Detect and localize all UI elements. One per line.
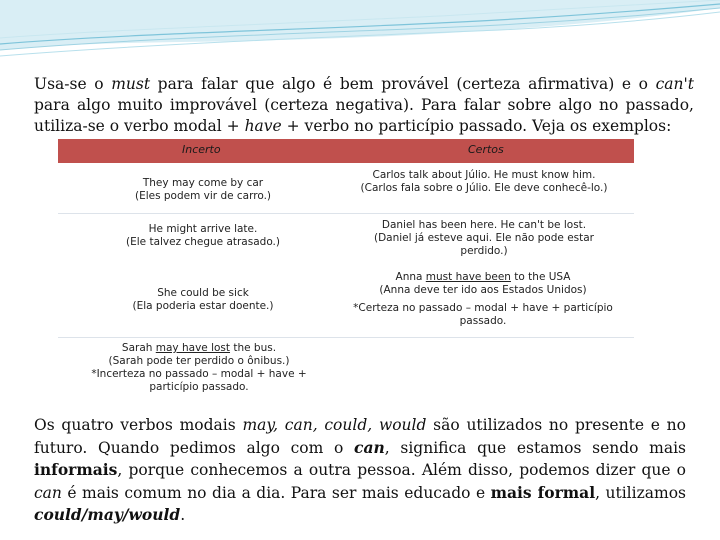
right-example-2: Daniel has been here. He can't be lost. (Daniel já esteve aqui. Ele não pode estar perdido.)	[373, 219, 594, 257]
table-header	[58, 139, 634, 163]
decorative-wave-banner	[0, 0, 720, 70]
left-example-4: Sarah may have lost the bus. (Sarah pode ter perdido o ônibus.) *Incerteza no passado – modal + have + particípio passado.	[91, 342, 307, 393]
examples-table	[58, 139, 634, 401]
right-example-3: Anna must have been to the USA (Anna deve ter ido aos Estados Unidos) *Certeza no passado – modal + have + particípio passado.	[353, 271, 613, 327]
outro-paragraph: Os quatro verbos modais may, can, could, would são utilizados no presente e no futuro. Quando pedimos algo com o can, significa que estamos sendo mais informais, porque conhecemos a outra pessoa. Além disso, podemos dizer que o can é mais comum no dia a dia. Para ser mais educado e mais formal, utilizamos could/may/would.	[34, 416, 686, 524]
header-certos: Certos	[468, 143, 504, 156]
row-divider	[58, 337, 634, 338]
row-divider	[58, 213, 634, 214]
left-example-3: She could be sick (Ela poderia estar doente.)	[132, 287, 274, 312]
left-example-2: He might arrive late. (Ele talvez chegue atrasado.)	[126, 223, 280, 248]
intro-paragraph: Usa-se o must para falar que algo é bem provável (certeza afirmativa) e o can't para algo muito improvável (certeza negativa). Para falar sobre algo no passado, utiliza-se o verbo modal + have + verbo no particípio passado. Veja os exemplos:	[34, 75, 694, 135]
right-example-1: Carlos talk about Júlio. He must know him. (Carlos fala sobre o Júlio. Ele deve conhecê-lo.)	[360, 169, 608, 194]
header-incerto: Incerto	[182, 143, 221, 156]
left-example-1: They may come by car (Eles podem vir de carro.)	[134, 177, 272, 202]
